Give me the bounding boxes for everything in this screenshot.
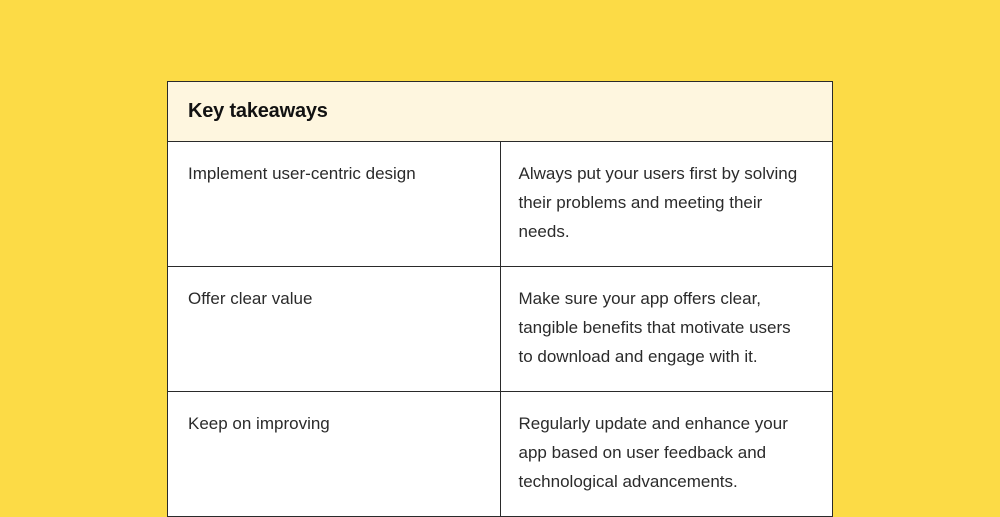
takeaway-term: Keep on improving	[168, 392, 501, 517]
takeaway-description: Make sure your app offers clear, tangible benefits that motivate users to download and engage with it.	[500, 267, 833, 392]
takeaway-term: Offer clear value	[168, 267, 501, 392]
takeaway-description: Always put your users first by solving their problems and meeting their needs.	[500, 142, 833, 267]
table-header-row	[168, 82, 833, 142]
table-row	[168, 392, 833, 517]
table-row	[168, 267, 833, 392]
takeaway-term: Implement user-centric design	[168, 142, 501, 267]
key-takeaways-table	[167, 81, 833, 517]
table-header	[168, 82, 833, 142]
table-title: Key takeaways	[168, 82, 833, 142]
takeaway-description: Regularly update and enhance your app based on user feedback and technological advancements.	[500, 392, 833, 517]
table-body	[168, 142, 833, 517]
table-row	[168, 142, 833, 267]
